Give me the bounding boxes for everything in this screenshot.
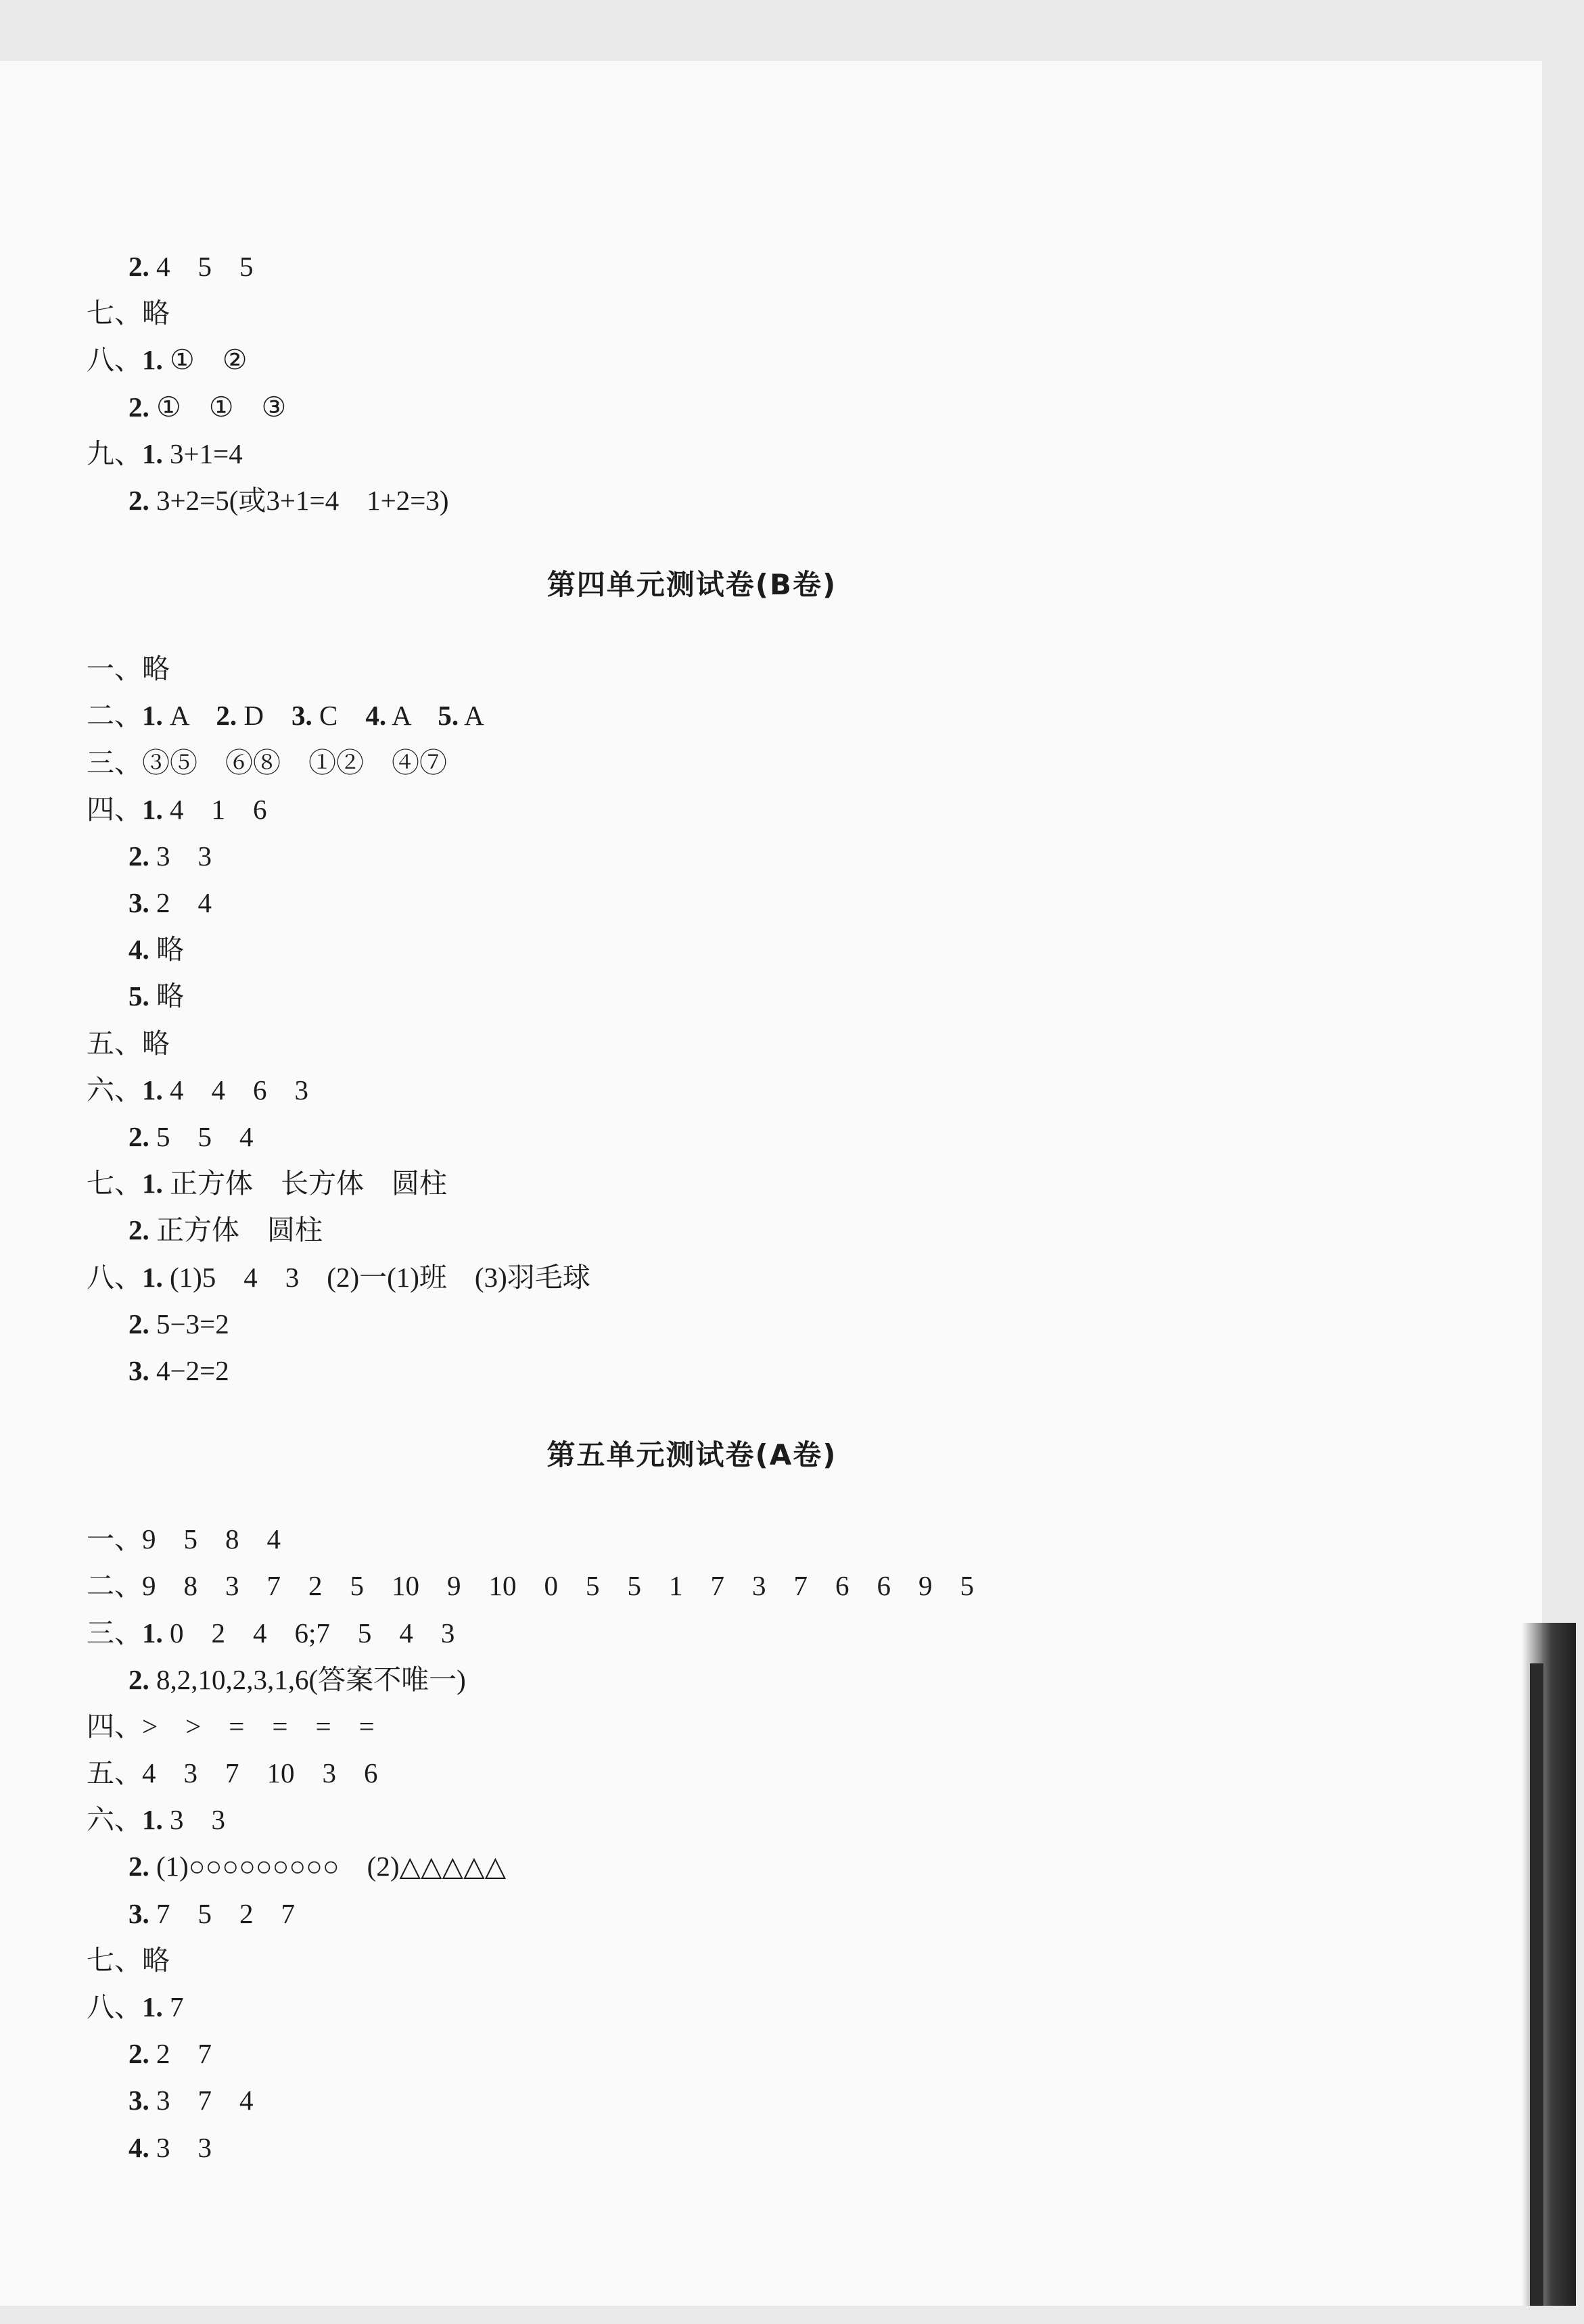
answer-text: 3 3 [162, 1804, 225, 1836]
question-group-label: 三、 [87, 746, 142, 778]
answer-text: 4 5 5 [149, 251, 254, 282]
item-number: 1. [142, 344, 163, 376]
answer-text: 4 1 6 [162, 793, 267, 825]
item-number: 1. [142, 437, 163, 469]
question-group-label: 四、 [87, 1710, 142, 1742]
answer-text: 5−3=2 [149, 1308, 229, 1339]
item-number: 1. [142, 793, 163, 825]
question-group-label: 八、 [87, 1261, 142, 1293]
answer-line [87, 880, 1372, 926]
answer-text: D [237, 700, 292, 732]
answer-line [87, 1703, 1372, 1750]
answer-text: 3 7 4 [149, 2085, 254, 2116]
answer-text: A [162, 700, 216, 732]
question-group-label: 八、 [87, 344, 142, 376]
item-number: 1. [142, 1804, 163, 1836]
answer-text: (1)5 4 3 (2)一(1)班 (3)羽毛球 [162, 1261, 590, 1293]
question-group-label: 二、 [87, 1570, 142, 1602]
answer-text: 略 [142, 653, 170, 685]
answer-line [87, 1114, 1372, 1160]
answer-line [87, 1797, 1372, 1843]
answer-line [87, 1020, 1372, 1067]
item-number: 4. [129, 2131, 149, 2163]
part-continued-answers [87, 243, 1372, 524]
item-number: 1. [142, 1261, 163, 1293]
answer-text: 3 3 [149, 2131, 212, 2163]
answer-text: (1)○○○○○○○○○ (2)△△△△△ [149, 1851, 507, 1882]
item-number: 3. [129, 2085, 149, 2116]
answer-line [87, 1750, 1372, 1797]
item-number: 4. [129, 934, 149, 966]
question-group-label: 九、 [87, 437, 142, 469]
answer-text: 七、略 [87, 298, 170, 329]
answer-line [87, 646, 1372, 692]
item-number: 3. [291, 700, 312, 732]
answer-line [87, 290, 1372, 337]
item-number: 2. [129, 251, 149, 282]
item-number: 3. [129, 1354, 149, 1386]
item-number: 2. [129, 1214, 149, 1246]
answer-line [87, 1207, 1372, 1254]
answer-line [87, 1067, 1372, 1114]
answer-line [87, 692, 1372, 739]
answer-line [87, 243, 1372, 290]
answer-text: > > = = = = [142, 1710, 375, 1742]
item-number: 1. [142, 1617, 163, 1649]
question-group-label: 一、 [87, 1523, 142, 1555]
answer-line [87, 1843, 1372, 1890]
question-group-label: 六、 [87, 1074, 142, 1106]
answer-text: 略 [142, 1027, 170, 1059]
answer-text: 7 5 2 7 [149, 1897, 295, 1929]
answer-text: 5 5 4 [149, 1121, 254, 1152]
section-title-unit4-b: 第四单元测试卷(B卷) [546, 568, 837, 602]
item-number: 5. [129, 980, 149, 1012]
question-group-label: 二、 [87, 700, 142, 732]
item-number: 3. [129, 887, 149, 919]
answer-content [87, 243, 1372, 2171]
answer-line [87, 926, 1372, 973]
item-number: 1. [142, 1991, 163, 2022]
answer-text: 9 5 8 4 [142, 1523, 281, 1555]
item-number: 3. [129, 1897, 149, 1929]
answer-text: ① ① ③ [149, 391, 287, 423]
item-number: 4. [365, 700, 387, 732]
answer-line [87, 1254, 1372, 1301]
answer-text: 3 3 [149, 840, 212, 872]
answer-text: 4 4 6 3 [162, 1074, 308, 1106]
answer-line [87, 1348, 1372, 1394]
answer-line [87, 477, 1372, 524]
question-group-label: 七、 [87, 1944, 142, 1976]
question-group-label: 四、 [87, 793, 142, 825]
answer-text: 4 3 7 10 3 6 [142, 1757, 378, 1789]
item-number: 2. [129, 1308, 149, 1339]
answer-text: 7 [162, 1991, 184, 2022]
answer-text: 4−2=2 [149, 1354, 229, 1386]
question-group-label: 八、 [87, 1991, 142, 2022]
answer-text: 0 2 4 6;7 5 4 3 [162, 1617, 455, 1649]
answer-text: 2 4 [149, 887, 212, 919]
item-number: 1. [142, 1074, 163, 1106]
item-number: 2. [129, 1851, 149, 1882]
item-number: 2. [129, 1663, 149, 1695]
item-number: 2. [129, 484, 149, 516]
answer-text: 9 8 3 7 2 5 10 9 10 0 5 5 1 7 3 7 6 6 9 5 [142, 1570, 974, 1602]
answer-line [87, 1563, 1372, 1609]
item-number: 5. [438, 700, 459, 732]
answer-text: ① ② [162, 344, 248, 376]
item-number: 2. [216, 700, 237, 732]
part-unit4-b-answers [87, 646, 1372, 1394]
answer-line [87, 740, 1372, 786]
answer-text: 正方体 圆柱 [149, 1214, 323, 1246]
answer-line [87, 2031, 1372, 2077]
answer-line [87, 786, 1372, 833]
item-number: 1. [142, 700, 163, 732]
item-number: 2. [129, 840, 149, 872]
answer-text: 正方体 长方体 圆柱 [162, 1168, 447, 1200]
question-group-label: 六、 [87, 1804, 142, 1836]
answer-line [87, 431, 1372, 477]
answer-line [87, 1610, 1372, 1657]
answer-line [87, 1891, 1372, 1937]
answer-text: 略 [149, 934, 184, 966]
answer-line [87, 2077, 1372, 2124]
item-number: 2. [129, 391, 149, 423]
answer-page [0, 61, 1542, 2306]
answer-text: 2 7 [149, 2038, 212, 2070]
answer-text: A [459, 700, 484, 732]
answer-text: 3+2=5(或3+1=4 1+2=3) [149, 484, 449, 516]
answer-line [87, 1657, 1372, 1703]
item-number: 2. [129, 1121, 149, 1152]
answer-line [87, 1984, 1372, 2031]
scan-edge-dark [1530, 1663, 1543, 2306]
item-number: 2. [129, 2038, 149, 2070]
answer-line [87, 1160, 1372, 1207]
answer-line [87, 973, 1372, 1020]
answer-text: 3+1=4 [162, 437, 243, 469]
answer-text: ③⑤ ⑥⑧ ①② ④⑦ [142, 746, 447, 778]
answer-text: A [386, 700, 438, 732]
answer-line [87, 2125, 1372, 2171]
answer-text: 略 [142, 1944, 170, 1976]
answer-line [87, 833, 1372, 880]
part-unit5-a-answers [87, 1516, 1372, 2171]
answer-text: 8,2,10,2,3,1,6(答案不唯一) [149, 1663, 466, 1695]
section-title-unit5-a: 第五单元测试卷(A卷) [546, 1438, 837, 1472]
question-group-label: 三、 [87, 1617, 142, 1649]
answer-line [87, 337, 1372, 383]
answer-line [87, 1516, 1372, 1563]
item-number: 1. [142, 1168, 163, 1200]
answer-text: 略 [149, 980, 184, 1012]
answer-line [87, 1301, 1372, 1348]
question-group-label: 五、 [87, 1757, 142, 1789]
question-group-label: 一、 [87, 653, 142, 685]
answer-line [87, 384, 1372, 431]
question-group-label: 五、 [87, 1027, 142, 1059]
answer-line [87, 1937, 1372, 1984]
answer-text: C [312, 700, 366, 732]
question-group-label: 七、 [87, 1168, 142, 1200]
